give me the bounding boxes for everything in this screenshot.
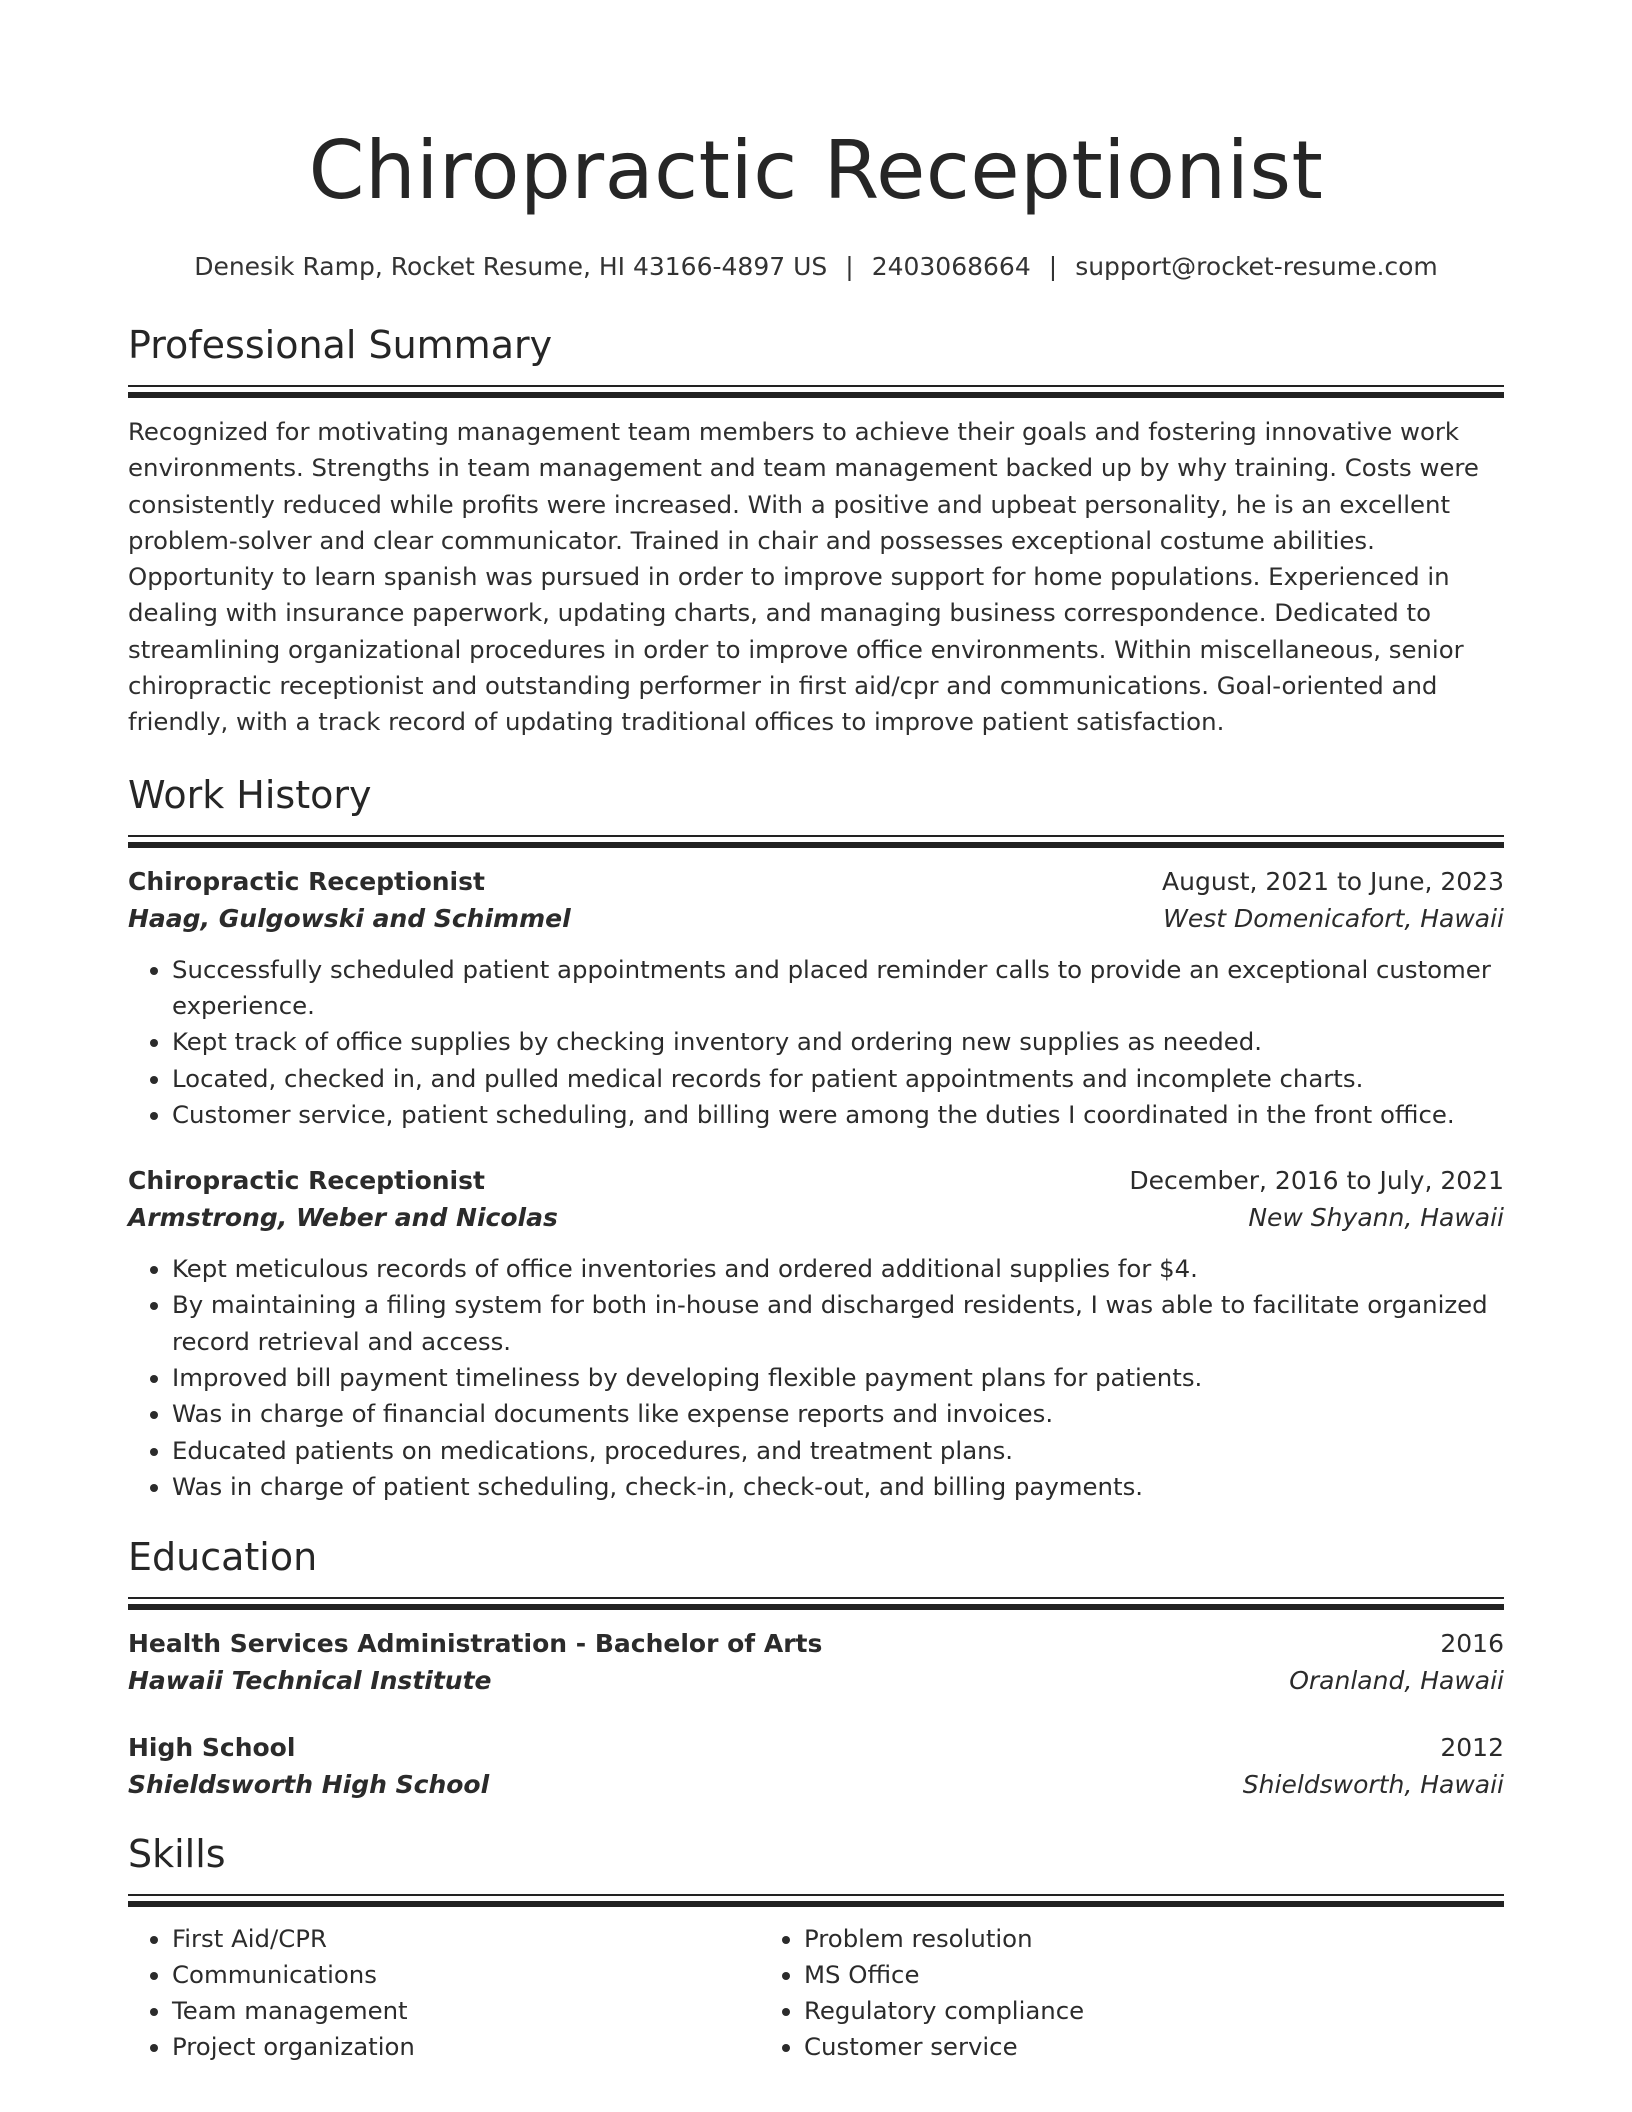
skill-item: • Team management <box>172 1993 760 2029</box>
summary-text: Recognized for motivating management team members to achieve their goals and fostering innovative work environments. Strengths in team management and team management backed up by why training. Costs were consistently reduced while profits were increased. With a positive and upbeat personality, he is an excellent problem-solver and clear communicator. Trained in chair and possesses exceptional costume abilities. Opportunity to learn spanish was pursued in order to improve support for home populations. Experienced in dealing with insurance paperwork, updating charts, and managing business correspondence. Dedicated to streamlining organizational procedures in order to improve office environments. Within miscellaneous, senior chiropractic receptionist and outstanding performer in first aid/cpr and communications. Goal-oriented and friendly, with a track record of updating traditional offices to improve patient satisfaction. <box>128 417 1479 737</box>
job-position: Chiropractic Receptionist <box>128 866 485 896</box>
skills-list-left <box>128 1921 760 2065</box>
skill-item: • Communications <box>172 1957 760 1993</box>
education-school: Hawaii Technical Institute <box>128 1666 492 1696</box>
job-bullet: • Educated patients on medications, procedures, and treatment plans. <box>172 1433 1504 1469</box>
job-entry <box>128 1163 1504 1505</box>
section-title-education: Education <box>128 1535 318 1580</box>
skill-item: • Project organization <box>172 2029 760 2065</box>
section-divider <box>128 1597 1504 1610</box>
skill-item: • Regulatory compliance <box>804 1993 1392 2029</box>
skill-item: • Customer service <box>804 2029 1392 2065</box>
education-entry <box>128 1626 1504 1700</box>
job-bullet: • Successfully scheduled patient appointments and placed reminder calls to provide an exceptional customer experience. <box>172 952 1504 1025</box>
contact-separator: | <box>845 252 854 281</box>
job-location: West Domenicafort, Hawaii <box>1163 903 1504 933</box>
education-entry <box>128 1730 1504 1804</box>
summary-section <box>128 321 1504 741</box>
contact-address: Denesik Ramp, Rocket Resume, HI 43166-4897 US <box>194 252 828 281</box>
education-year: 2016 <box>1440 1629 1504 1659</box>
job-bullet: • Customer service, patient scheduling, and billing were among the duties I coordinated in the front office. <box>172 1097 1504 1133</box>
skill-item: • First Aid/CPR <box>172 1921 760 1957</box>
education-school: Shieldsworth High School <box>128 1770 490 1800</box>
job-bullet: • Kept meticulous records of office inventories and ordered additional supplies for $4. <box>172 1251 1504 1287</box>
job-company: Haag, Gulgowski and Schimmel <box>128 903 571 933</box>
skill-item: • MS Office <box>804 1957 1392 1993</box>
section-title-summary: Professional Summary <box>128 323 553 367</box>
job-bullet: • Was in charge of patient scheduling, check-in, check-out, and billing payments. <box>172 1469 1504 1505</box>
contact-phone: 2403068664 <box>871 252 1031 281</box>
job-dates: December, 2016 to July, 2021 <box>1129 1166 1504 1196</box>
job-bullet: • Was in charge of financial documents like expense reports and invoices. <box>172 1396 1504 1432</box>
job-bullet: • By maintaining a filing system for both in-house and discharged residents, I was able to facilitate organized record retrieval and access. <box>172 1287 1504 1360</box>
job-bullets <box>128 952 1504 1133</box>
job-location: New Shyann, Hawaii <box>1248 1203 1504 1233</box>
job-entry <box>128 864 1504 1133</box>
section-divider <box>128 835 1504 848</box>
job-position: Chiropractic Receptionist <box>128 1166 485 1196</box>
education-year: 2012 <box>1440 1733 1504 1763</box>
job-bullets <box>128 1251 1504 1505</box>
section-divider <box>128 385 1504 398</box>
contact-line <box>128 251 1504 283</box>
education-degree: High School <box>128 1733 296 1763</box>
education-section <box>128 1533 1504 1804</box>
education-degree: Health Services Administration - Bachelor of Arts <box>128 1629 823 1659</box>
job-dates: August, 2021 to June, 2023 <box>1162 866 1504 896</box>
job-bullet: • Kept track of office supplies by checking inventory and ordering new supplies as needed. <box>172 1024 1504 1060</box>
education-location: Oranland, Hawaii <box>1289 1666 1504 1696</box>
job-bullet: • Located, checked in, and pulled medical records for patient appointments and incomplete charts. <box>172 1061 1504 1097</box>
section-title-skills: Skills <box>128 1832 226 1877</box>
section-divider <box>128 1894 1504 1907</box>
job-bullet: • Improved bill payment timeliness by developing flexible payment plans for patients. <box>172 1360 1504 1396</box>
contact-separator: | <box>1048 252 1058 281</box>
skills-list-right <box>760 1921 1392 2065</box>
skills-section <box>128 1830 1504 2065</box>
work-history-section <box>128 771 1504 1506</box>
contact-email: support@rocket-resume.com <box>1075 252 1438 281</box>
resume-title: Chiropractic Receptionist <box>308 124 1324 217</box>
skill-item: • Problem resolution <box>804 1921 1392 1957</box>
skills-columns <box>128 1921 1504 2065</box>
job-company: Armstrong, Weber and Nicolas <box>128 1203 558 1233</box>
education-location: Shieldsworth, Hawaii <box>1242 1770 1504 1800</box>
section-title-work: Work History <box>128 772 372 817</box>
